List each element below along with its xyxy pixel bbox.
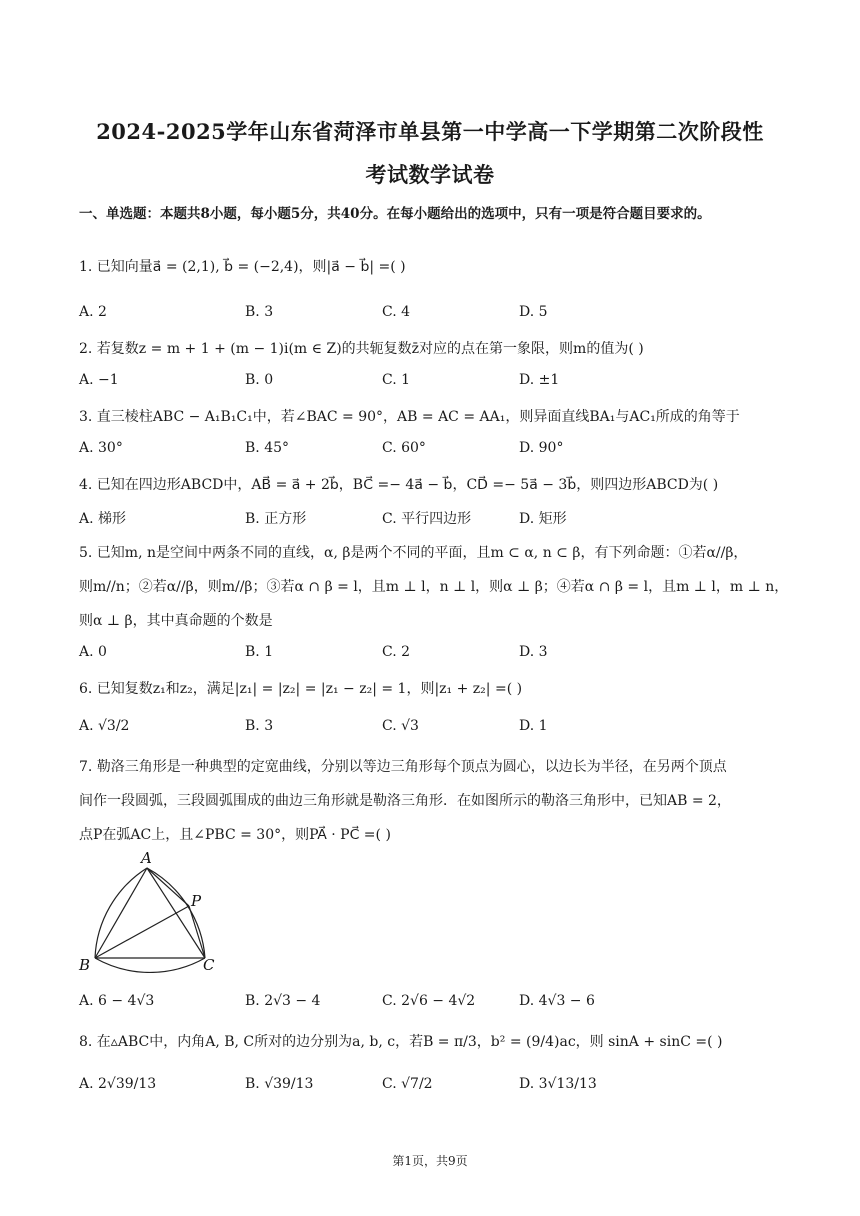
q5-option-a: A. 0	[79, 644, 107, 660]
question-7-line1: 7. 勒洛三角形是一种典型的定宽曲线，分别以等边三角形每个顶点为圆心，以边长为半径，在另两个顶点	[79, 759, 727, 775]
side-ab	[95, 868, 147, 958]
q7-option-d: D. 4√3 − 6	[519, 993, 595, 1009]
q4-option-b: B. 正方形	[245, 511, 307, 527]
q2-option-d: D. ±1	[519, 372, 560, 388]
q3-option-a: A. 30°	[79, 440, 123, 456]
segment-pc	[189, 906, 205, 958]
q6-option-b: B. 3	[245, 718, 274, 734]
q8-option-d: D. 3√13/13	[519, 1076, 597, 1092]
question-7-line2: 间作一段圆弧，三段圆弧围成的曲边三角形就是勒洛三角形．在如图所示的勒洛三角形中，已知AB = 2，	[79, 793, 731, 809]
question-7-line3: 点P在弧AC上，且∠PBC = 30°，则PA⃗ · PC⃗ =( )	[79, 827, 391, 843]
q5-option-c: C. 2	[382, 644, 411, 660]
label-c: C	[203, 956, 215, 973]
section-heading: 一、单选题：本题共8小题，每小题5分，共40分。在每小题给出的选项中，只有一项是符合题目要求的。	[79, 206, 711, 222]
q2-option-a: A. −1	[79, 372, 119, 388]
q5-option-b: B. 1	[245, 644, 274, 660]
q8-option-b: B. √39/13	[245, 1076, 314, 1092]
q6-option-d: D. 1	[519, 718, 548, 734]
q5-option-d: D. 3	[519, 644, 548, 660]
page-footer: 第1页，共9页	[392, 1154, 468, 1168]
q8-option-c: C. √7/2	[382, 1076, 433, 1092]
exam-title-line1: 2024-2025学年山东省菏泽市单县第一中学高一下学期第二次阶段性	[96, 119, 764, 144]
q1-option-b: B. 3	[245, 304, 274, 320]
label-p: P	[191, 892, 202, 910]
question-2: 2. 若复数z = m + 1 + (m − 1)i(m ∈ Z)的共轭复数z̄对应的点在第一象限，则m的值为( )	[79, 341, 644, 357]
q4-option-c: C. 平行四边形	[382, 511, 472, 527]
q2-option-b: B. 0	[245, 372, 274, 388]
q1-option-c: C. 4	[382, 304, 411, 320]
arc-bc	[95, 958, 205, 972]
q1-option-a: A. 2	[79, 304, 107, 320]
question-8: 8. 在▵ABC中，内角A, B, C所对的边分别为a, b, c，若B = π/3，b² = (9/4)ac，则 sinA + sinC =( )	[79, 1034, 723, 1050]
exam-title-line2: 考试数学试卷	[365, 162, 495, 187]
q4-option-d: D. 矩形	[519, 511, 567, 527]
q3-option-d: D. 90°	[519, 440, 564, 456]
reuleaux-triangle-figure	[75, 848, 225, 973]
q7-option-b: B. 2√3 − 4	[245, 993, 321, 1009]
question-5-line3: 则α ⊥ β，其中真命题的个数是	[79, 613, 273, 629]
q7-option-c: C. 2√6 − 4√2	[382, 993, 476, 1009]
q6-option-c: C. √3	[382, 718, 419, 734]
q2-option-c: C. 1	[382, 372, 411, 388]
question-5-line2: 则m//n；②若α//β，则m//β；③若α ∩ β = l，且m ⊥ l，n ⊥ l，则α ⊥ β；④若α ∩ β = l，且m ⊥ l，m ⊥ n，	[79, 579, 789, 595]
question-1: 1. 已知向量a⃗ = (2,1), b⃗ = (−2,4)，则|a⃗ − b⃗| =( )	[79, 259, 406, 275]
q3-option-b: B. 45°	[245, 440, 290, 456]
q3-option-c: C. 60°	[382, 440, 426, 456]
q1-option-d: D. 5	[519, 304, 548, 320]
question-5-line1: 5. 已知m, n是空间中两条不同的直线，α, β是两个不同的平面，且m ⊂ α, n ⊂ β，有下列命题：①若α//β，	[79, 545, 748, 561]
label-a: A	[141, 849, 152, 867]
q8-option-a: A. 2√39/13	[79, 1076, 157, 1092]
question-4: 4. 已知在四边形ABCD中，AB⃗ = a⃗ + 2b⃗，BC⃗ =− 4a⃗ − b⃗，CD⃗ =− 5a⃗ − 3b⃗，则四边形ABCD为( )	[79, 477, 719, 493]
q4-option-a: A. 梯形	[79, 511, 127, 527]
q7-option-a: A. 6 − 4√3	[79, 993, 155, 1009]
question-6: 6. 已知复数z₁和z₂，满足|z₁| = |z₂| = |z₁ − z₂| = 1，则|z₁ + z₂| =( )	[79, 681, 523, 697]
question-3: 3. 直三棱柱ABC − A₁B₁C₁中，若∠BAC = 90°，AB = AC = AA₁，则异面直线BA₁与AC₁所成的角等于	[79, 409, 740, 425]
label-b: B	[79, 956, 91, 973]
segment-bp	[95, 906, 189, 958]
q6-option-a: A. √3/2	[79, 718, 130, 734]
